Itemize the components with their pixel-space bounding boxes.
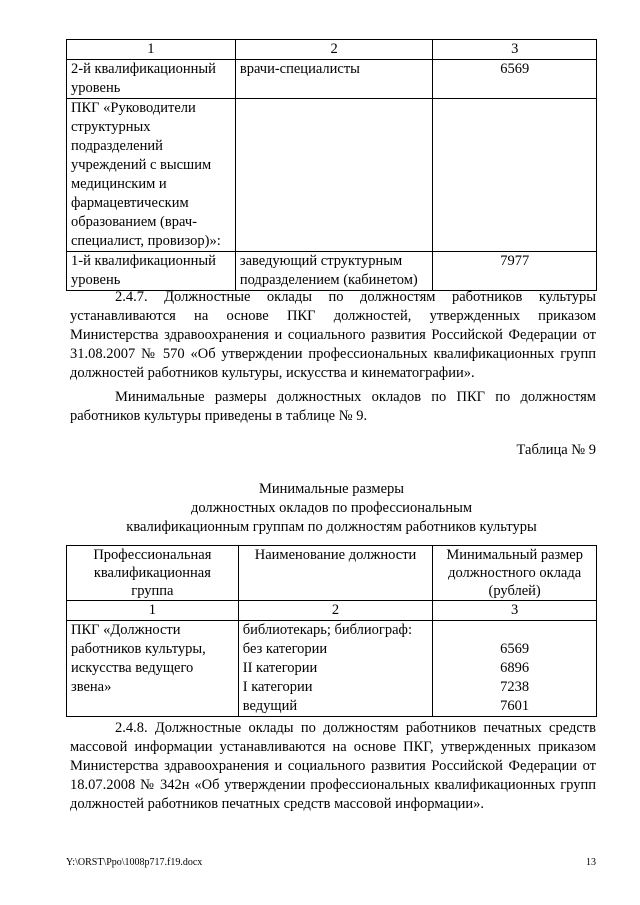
caption-line: должностных окладов по профессиональным <box>190 500 473 516</box>
category-name: I категории <box>242 679 313 695</box>
salary-cell <box>433 99 597 252</box>
salary-table-culture <box>66 545 597 717</box>
qualification-group-cell: 2-й квалификационный уровень <box>67 60 236 99</box>
position-cell <box>235 99 433 252</box>
table-number-row <box>67 601 597 621</box>
position-cell: заведующий структурным подразделением (кабинетом) <box>235 252 433 291</box>
table-row <box>67 621 597 717</box>
table-caption <box>66 480 597 537</box>
table-row <box>67 60 597 99</box>
column-number: 2 <box>235 40 433 60</box>
salary-value: 7238 <box>500 679 530 695</box>
category-name: II категории <box>242 660 318 676</box>
table-number-label: Таблица № 9 <box>516 442 596 458</box>
table-header-row <box>67 40 597 60</box>
position-title: библиотекарь; библиограф: <box>242 622 412 638</box>
column-header-position: Наименование должности <box>238 546 433 601</box>
salary-value: 7601 <box>500 698 530 714</box>
category-name: без категории <box>242 641 328 657</box>
caption-line: квалификационным группам по должностям работников культуры <box>126 519 537 535</box>
category-name: ведущий <box>242 698 298 714</box>
column-number: 1 <box>67 40 236 60</box>
paragraph-min-salaries: Минимальные размеры должностных окладов по ПКГ по должностям работников культуры приведены в таблице № 9. <box>70 389 596 424</box>
salary-value: 6896 <box>500 660 530 676</box>
column-number: 3 <box>433 40 597 60</box>
qualification-group-cell: ПКГ «Должности работников культуры, искусства ведущего звена» <box>67 621 239 717</box>
position-cell: врачи-специалисты <box>235 60 433 99</box>
caption-line: Минимальные размеры <box>258 481 405 497</box>
column-number: 3 <box>433 601 597 621</box>
table-row <box>67 252 597 291</box>
salary-table-medical <box>66 39 597 291</box>
column-header-salary: Минимальный размер должностного оклада (рублей) <box>433 546 597 601</box>
salary-cell: 7977 <box>433 252 597 291</box>
footer-file-path: Y:\ORST\Ppo\1008p717.f19.docx <box>66 857 203 868</box>
qualification-group-cell: 1-й квалификационный уровень <box>67 252 236 291</box>
salary-cell <box>433 621 597 717</box>
qualification-group-cell: ПКГ «Руководители структурных подразделений учреждений с высшим медицинским и фармацевтическим образованием (врач-специалист, провизор)»: <box>67 99 236 252</box>
paragraph-2-4-7: 2.4.7. Должностные оклады по должностям работников культуры устанавливаются на основе ПКГ должностей, утвержденных приказом Министерства здравоохранения и социального развития Российской Федерации от 31.08.2007 № 570 «Об утверждении профессиональных квалификационных групп должностей работников культуры, искусства и кинематографии». <box>70 289 596 381</box>
salary-value: 6569 <box>500 641 530 657</box>
paragraph-2-4-8: 2.4.8. Должностные оклады по должностям работников печатных средств массовой информации устанавливаются на основе ПКГ, утвержденных приказом Министерства здравоохранения и социального развития Российской Федерации от 18.07.2008 № 342н «Об утверждении профессиональных квалификационных групп должностей работников печатных средств массовой информации». <box>70 720 596 812</box>
table-row <box>67 99 597 252</box>
table-header-row <box>67 546 597 601</box>
salary-cell: 6569 <box>433 60 597 99</box>
column-number: 1 <box>67 601 239 621</box>
position-cell <box>238 621 433 717</box>
page-number: 13 <box>586 857 596 868</box>
column-header-group: Профессиональная квалификационная группа <box>67 546 239 601</box>
column-number: 2 <box>238 601 433 621</box>
